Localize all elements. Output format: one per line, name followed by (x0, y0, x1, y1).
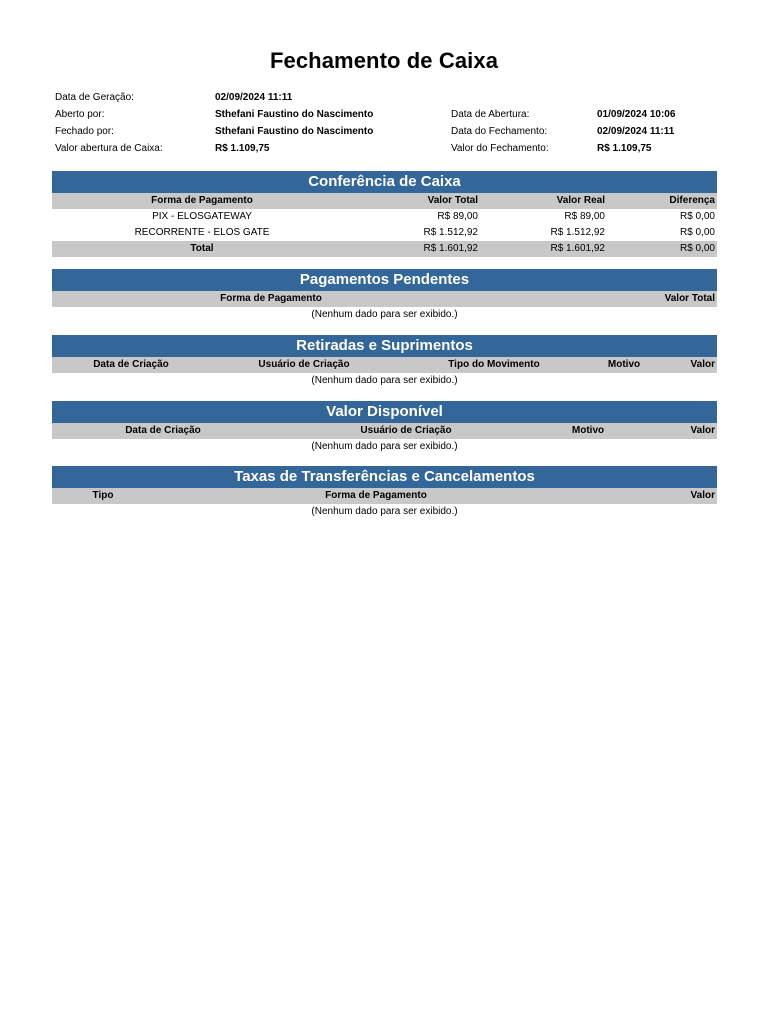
cell-valor-real: R$ 1.512,92 (550, 227, 605, 238)
col-tipo-movimento: Tipo do Movimento (448, 359, 540, 370)
col-tipo: Tipo (92, 490, 114, 501)
data-fechamento-label: Data do Fechamento: (451, 126, 548, 137)
col-data-criacao: Data de Criação (93, 359, 169, 370)
col-valor-total: Valor Total (427, 195, 478, 206)
valor-fechamento-label: Valor do Fechamento: (451, 143, 549, 154)
conferencia-section (52, 171, 717, 257)
retiradas-header-row (52, 357, 717, 373)
cell-diferenca: R$ 0,00 (679, 227, 715, 238)
data-geracao-value: 02/09/2024 11:11 (215, 92, 293, 103)
total-valor-total: R$ 1.601,92 (423, 243, 478, 254)
total-valor-real: R$ 1.601,92 (550, 243, 605, 254)
fechado-por-value: Sthefani Faustino do Nascimento (215, 126, 374, 137)
col-usuario-criacao: Usuário de Criação (360, 425, 452, 436)
conferencia-header-row (52, 193, 717, 209)
taxas-section (52, 466, 717, 520)
col-forma-pagamento: Forma de Pagamento (151, 195, 253, 206)
total-label: Total (190, 243, 214, 254)
col-valor-real: Valor Real (556, 195, 605, 206)
empty-message: (Nenhum dado para ser exibido.) (311, 309, 458, 320)
col-valor: Valor (690, 359, 715, 370)
col-valor: Valor (690, 425, 715, 436)
col-usuario-criacao: Usuário de Criação (258, 359, 350, 370)
pendentes-header-row (52, 291, 717, 307)
aberto-por-label: Aberto por: (55, 109, 105, 120)
taxas-header-row (52, 488, 717, 504)
page-title: Fechamento de Caixa (269, 48, 499, 73)
cell-valor-total: R$ 89,00 (437, 211, 478, 222)
total-row (52, 241, 717, 257)
valor-fechamento-value: R$ 1.109,75 (597, 143, 652, 154)
cell-forma: RECORRENTE - ELOS GATE (134, 227, 270, 238)
retiradas-title: Retiradas e Suprimentos (52, 335, 717, 357)
col-motivo: Motivo (571, 425, 605, 436)
col-forma-pagamento: Forma de Pagamento (220, 293, 322, 304)
taxas-title: Taxas de Transferências e Cancelamentos (52, 466, 717, 488)
empty-message: (Nenhum dado para ser exibido.) (311, 506, 458, 517)
retiradas-section (52, 335, 717, 389)
total-diferenca: R$ 0,00 (679, 243, 715, 254)
col-data-criacao: Data de Criação (125, 425, 201, 436)
data-abertura-value: 01/09/2024 10:06 (597, 109, 676, 120)
table-row (52, 209, 717, 225)
empty-message: (Nenhum dado para ser exibido.) (311, 375, 458, 386)
data-geracao-label: Data de Geração: (55, 92, 134, 103)
valor-abertura-label: Valor abertura de Caixa: (55, 143, 163, 154)
cell-diferenca: R$ 0,00 (679, 211, 715, 222)
data-fechamento-value: 02/09/2024 11:11 (597, 126, 675, 137)
col-diferenca: Diferença (669, 195, 715, 206)
col-forma-pagamento: Forma de Pagamento (325, 490, 427, 501)
pendentes-title: Pagamentos Pendentes (52, 269, 717, 291)
conferencia-title: Conferência de Caixa (52, 171, 717, 193)
cell-valor-real: R$ 89,00 (564, 211, 605, 222)
data-abertura-label: Data de Abertura: (451, 109, 530, 120)
aberto-por-value: Sthefani Faustino do Nascimento (215, 109, 374, 120)
info-block (0, 89, 768, 159)
fechado-por-label: Fechado por: (55, 126, 114, 137)
table-row (52, 225, 717, 241)
cell-valor-total: R$ 1.512,92 (423, 227, 478, 238)
disponivel-section (52, 401, 717, 455)
valor-abertura-value: R$ 1.109,75 (215, 143, 270, 154)
col-motivo: Motivo (607, 359, 641, 370)
disponivel-header-row (52, 423, 717, 439)
col-valor-total: Valor Total (664, 293, 715, 304)
disponivel-title: Valor Disponível (52, 401, 717, 423)
pendentes-section (52, 269, 717, 323)
col-valor: Valor (690, 490, 715, 501)
cell-forma: PIX - ELOSGATEWAY (152, 211, 252, 222)
empty-message: (Nenhum dado para ser exibido.) (311, 441, 458, 452)
